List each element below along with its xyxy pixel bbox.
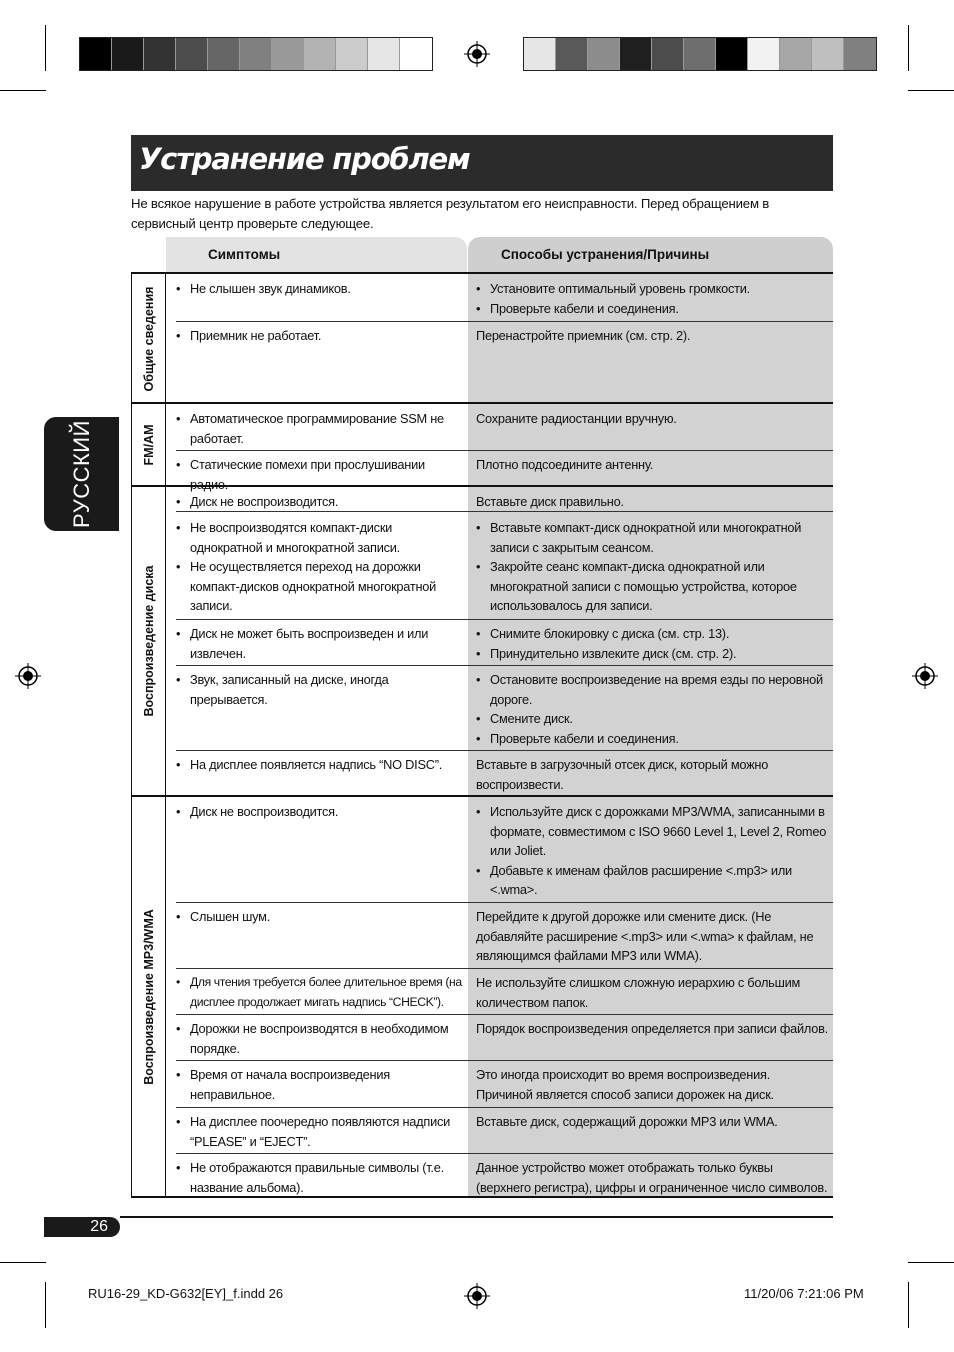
remedy-cell bbox=[476, 670, 828, 748]
color-swatch bbox=[144, 38, 176, 70]
intro-paragraph: Не всякое нарушение в работе устройства является результатом его неисправности. Перед обращением в сервисный центр проверьте следующее. bbox=[131, 196, 770, 231]
remedy-item: • Снимите блокировку с диска (см. стр. 13). bbox=[476, 624, 828, 644]
color-swatch bbox=[208, 38, 240, 70]
remedy-cell bbox=[476, 455, 828, 475]
remedy-item: • Проверьте кабели и соединения. bbox=[476, 729, 828, 749]
crop-mark bbox=[45, 25, 46, 71]
symptom-cell bbox=[176, 1158, 466, 1197]
symptom-item: • Не осуществляется переход на дорожки компакт-дисков однократной многократной записи. bbox=[176, 557, 466, 616]
symptom-item: • Диск не может быть воспроизведен и или извлечен. bbox=[176, 624, 466, 663]
color-swatch bbox=[812, 38, 844, 70]
remedy-cell bbox=[476, 518, 828, 616]
symptom-item: • На дисплее поочередно появляются надписи “PLEASE” и “EJECT”. bbox=[176, 1112, 466, 1151]
symptom-cell bbox=[176, 326, 466, 346]
row-divider bbox=[176, 968, 833, 969]
symptoms-header bbox=[166, 237, 467, 273]
row-divider bbox=[176, 619, 833, 620]
symptom-cell bbox=[176, 1065, 466, 1104]
category-cell bbox=[131, 796, 166, 1198]
symptom-cell bbox=[176, 973, 466, 1012]
crop-mark bbox=[0, 90, 46, 91]
row-divider bbox=[176, 1107, 833, 1108]
registration-mark-icon bbox=[912, 663, 938, 689]
remedy-item: • Остановите воспроизведение на время езды по неровной дороге. bbox=[476, 670, 828, 709]
registration-mark-icon bbox=[15, 663, 41, 689]
registration-mark-icon bbox=[464, 1283, 490, 1309]
remedy-item: • Добавьте к именам файлов расширение <.mp3> или <.wma>. bbox=[476, 861, 828, 900]
color-swatch bbox=[684, 38, 716, 70]
remedy-cell bbox=[476, 755, 828, 794]
remedies-header-label: Способы устранения/Причины bbox=[501, 247, 710, 262]
remedy-cell bbox=[476, 1019, 828, 1039]
crop-mark bbox=[908, 1282, 909, 1328]
symptom-item: • Статические помехи при прослушивании радио. bbox=[176, 455, 466, 494]
symptom-item: • На дисплее появляется надпись “NO DISC”. bbox=[176, 755, 466, 775]
symptom-item: • Время от начала воспроизведения неправильное. bbox=[176, 1065, 466, 1104]
row-divider bbox=[176, 450, 833, 451]
color-swatch bbox=[272, 38, 304, 70]
symptom-cell bbox=[176, 624, 466, 663]
remedy-cell bbox=[476, 279, 828, 318]
row-divider bbox=[176, 321, 833, 322]
remedy-cell bbox=[476, 1158, 828, 1197]
category-divider bbox=[131, 402, 833, 404]
symptom-item: • Для чтения требуется более длительное время (на дисплее продолжает мигать надпись “CHECK”). bbox=[176, 973, 466, 1012]
symptoms-header-label: Симптомы bbox=[208, 247, 281, 262]
remedy-cell bbox=[476, 409, 828, 429]
crop-mark bbox=[45, 1282, 46, 1328]
symptom-cell bbox=[176, 279, 466, 299]
row-divider bbox=[176, 1014, 833, 1015]
category-divider bbox=[131, 795, 833, 797]
remedy-text: Перейдите к другой дорожке или смените диск. (Не добавляйте расширение <.mp3> или <.wma> к файлам, не являющимся файлами MP3 или WMA). bbox=[476, 909, 814, 964]
remedy-item: • Используйте диск с дорожками MP3/WMA, записанными в формате, совместимом с ISO 9660 Level 1, Level 2, Romeo или Joliet. bbox=[476, 802, 828, 861]
symptom-cell bbox=[176, 518, 466, 616]
row-divider bbox=[176, 665, 833, 666]
row-divider bbox=[176, 750, 833, 751]
color-swatch bbox=[112, 38, 144, 70]
category-label: Общие сведения bbox=[141, 286, 156, 391]
remedy-text: Вставьте диск правильно. bbox=[476, 494, 624, 509]
color-swatch bbox=[176, 38, 208, 70]
remedies-header bbox=[468, 237, 833, 273]
remedy-cell bbox=[476, 907, 828, 966]
footer-rule bbox=[120, 1216, 833, 1218]
symptom-item: • Не воспроизводятся компакт-диски однократной и многократной записи. bbox=[176, 518, 466, 557]
color-swatch bbox=[780, 38, 812, 70]
remedy-cell bbox=[476, 973, 828, 1012]
remedy-text: Не используйте слишком сложную иерархию с большим количеством папок. bbox=[476, 975, 801, 1010]
category-label: Воспроизведение MP3/WMA bbox=[141, 909, 156, 1085]
category-cell bbox=[131, 274, 166, 403]
color-swatch bbox=[588, 38, 620, 70]
category-label: FM/AM bbox=[141, 424, 156, 465]
page-number: 26 bbox=[44, 1217, 120, 1237]
color-swatch bbox=[556, 38, 588, 70]
color-swatch bbox=[336, 38, 368, 70]
remedy-cell bbox=[476, 326, 828, 346]
color-swatch bbox=[80, 38, 112, 70]
symptom-item: • Дорожки не воспроизводятся в необходимом порядке. bbox=[176, 1019, 466, 1058]
color-swatch bbox=[652, 38, 684, 70]
color-swatch bbox=[716, 38, 748, 70]
color-swatch bbox=[748, 38, 780, 70]
symptom-cell bbox=[176, 755, 466, 775]
title-bar bbox=[131, 135, 833, 191]
category-label: Воспроизведение диска bbox=[141, 565, 156, 717]
symptom-item: • Звук, записанный на диске, иногда прерывается. bbox=[176, 670, 466, 709]
remedy-text: Порядок воспроизведения определяется при записи файлов. bbox=[476, 1021, 828, 1036]
color-swatch bbox=[620, 38, 652, 70]
symptom-cell bbox=[176, 1112, 466, 1151]
symptom-item: • Не слышен звук динамиков. bbox=[176, 279, 466, 299]
crop-mark bbox=[0, 1262, 46, 1263]
symptom-cell bbox=[176, 409, 466, 448]
category-cell bbox=[131, 486, 166, 796]
row-divider bbox=[176, 1153, 833, 1154]
remedy-item: • Закройте сеанс компакт-диска однократной или многократной записи с помощью устройства, которое использовалось для записи. bbox=[476, 557, 828, 616]
page-title: Устранение проблем bbox=[139, 142, 470, 176]
symptom-cell bbox=[176, 492, 466, 512]
row-divider bbox=[176, 1060, 833, 1061]
remedy-item: • Принудительно извлеките диск (см. стр. 2). bbox=[476, 644, 828, 664]
crop-mark bbox=[908, 1262, 954, 1263]
symptom-item: • Приемник не работает. bbox=[176, 326, 466, 346]
remedy-cell bbox=[476, 802, 828, 900]
symptom-cell bbox=[176, 455, 466, 494]
symptom-item: • Не отображаются правильные символы (т.е. название альбома). bbox=[176, 1158, 466, 1197]
troubleshooting-table bbox=[131, 272, 833, 1198]
color-bar-left bbox=[79, 37, 433, 71]
remedy-text: Вставьте диск, содержащий дорожки MP3 или WMA. bbox=[476, 1114, 778, 1129]
remedy-cell bbox=[476, 624, 828, 663]
remedy-item: • Вставьте компакт-диск однократной или многократной записи с закрытым сеансом. bbox=[476, 518, 828, 557]
remedy-text: Плотно подсоедините антенну. bbox=[476, 457, 654, 472]
color-swatch bbox=[524, 38, 556, 70]
color-swatch bbox=[844, 38, 876, 70]
remedy-item: • Смените диск. bbox=[476, 709, 828, 729]
remedy-text: Это иногда происходит во время воспроизведения. Причиной является способ записи дорожек на диск. bbox=[476, 1067, 774, 1102]
color-swatch bbox=[240, 38, 272, 70]
row-divider bbox=[176, 511, 833, 512]
remedy-text: Перенастройте приемник (см. стр. 2). bbox=[476, 328, 691, 343]
symptom-cell bbox=[176, 907, 466, 927]
remedy-text: Данное устройство может отображать только буквы (верхнего регистра), цифры и ограниченное число символов. bbox=[476, 1160, 828, 1195]
file-slug: RU16-29_KD-G632[EY]_f.indd 26 bbox=[88, 1286, 284, 1301]
remedy-text: Вставьте в загрузочный отсек диск, который можно воспроизвести. bbox=[476, 757, 769, 792]
registration-mark-icon bbox=[464, 41, 490, 67]
symptom-cell bbox=[176, 670, 466, 709]
category-cell bbox=[131, 403, 166, 486]
color-bar-right bbox=[523, 37, 877, 71]
remedy-cell bbox=[476, 1065, 828, 1104]
remedy-item: • Проверьте кабели и соединения. bbox=[476, 299, 828, 319]
symptom-cell bbox=[176, 1019, 466, 1058]
remedy-cell bbox=[476, 1112, 828, 1132]
remedy-text: Сохраните радиостанции вручную. bbox=[476, 411, 677, 426]
row-divider bbox=[176, 902, 833, 903]
crop-mark bbox=[908, 25, 909, 71]
print-timestamp: 11/20/06 7:21:06 PM bbox=[744, 1286, 864, 1301]
color-swatch bbox=[304, 38, 336, 70]
symptom-cell bbox=[176, 802, 466, 822]
remedy-item: • Установите оптимальный уровень громкости. bbox=[476, 279, 828, 299]
symptom-item: • Диск не воспроизводится. bbox=[176, 802, 466, 822]
language-tab-label: РУССКИЙ bbox=[68, 420, 94, 528]
remedy-cell bbox=[476, 492, 828, 512]
symptom-item: • Диск не воспроизводится. bbox=[176, 492, 466, 512]
color-swatch bbox=[400, 38, 432, 70]
color-swatch bbox=[368, 38, 400, 70]
crop-mark bbox=[908, 90, 954, 91]
language-tab bbox=[44, 417, 119, 531]
symptom-item: • Слышен шум. bbox=[176, 907, 466, 927]
symptom-item: • Автоматическое программирование SSM не работает. bbox=[176, 409, 466, 448]
